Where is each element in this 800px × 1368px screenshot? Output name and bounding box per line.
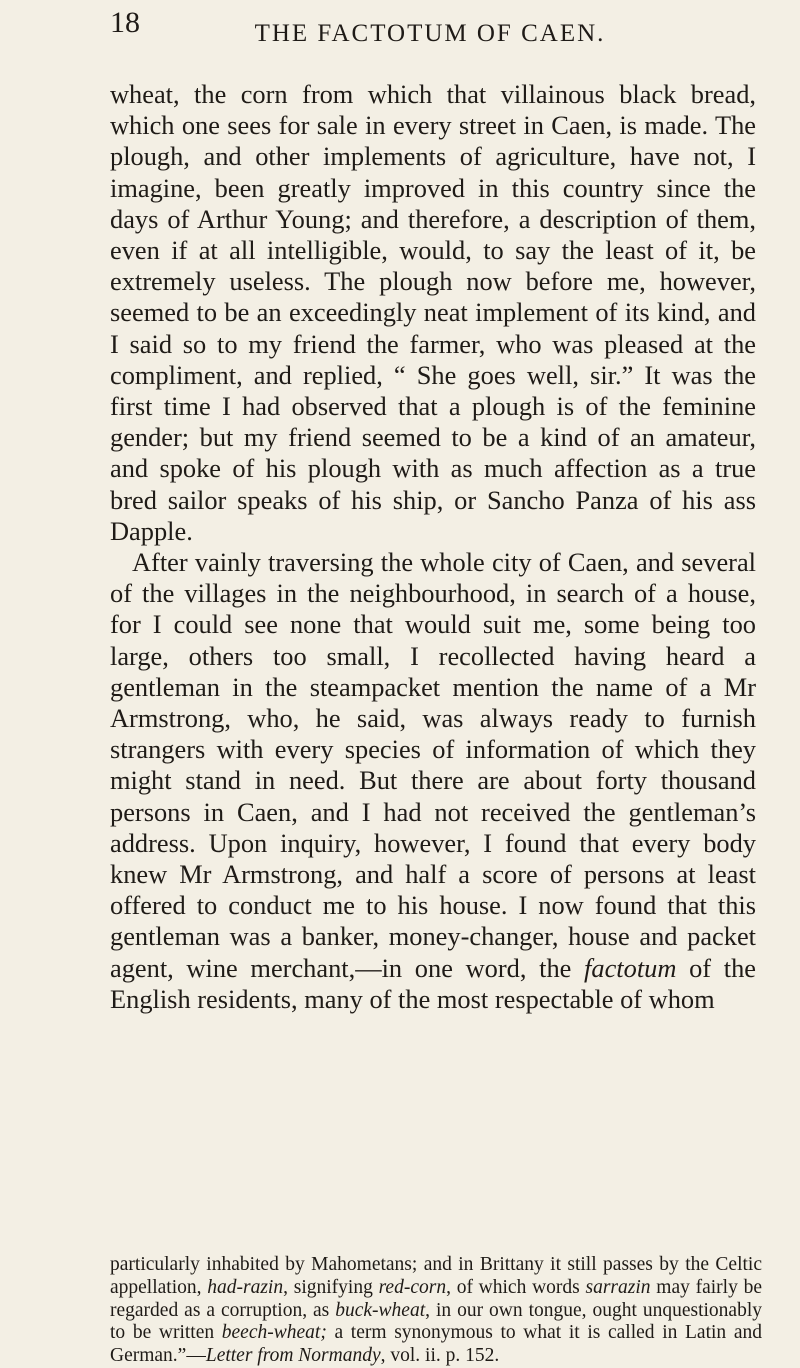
- footnote-italic: red-corn: [378, 1276, 447, 1298]
- paragraph-text: After vainly traversing the whole city of Caen, and several of the villages in the neighbourhood, in search of a house, for I could see none that would suit me, some being too large, others too small, I recollected having heard a gentleman in the steampacket mention the name of a Mr Armstrong, who, he said, was always ready to furnish strangers with every species of information of which they might stand in need. But there are about forty thousand persons in Caen, and I had not received the gentleman’s address. Upon inquiry, however, I found that every body knew Mr Armstrong, and half a score of persons at least offered to conduct me to his house. I now found that this gentleman was a banker, money-changer, house and packet agent, wine merchant,—in one word, the: [110, 547, 756, 983]
- footnote-text: may fairly be regarded as a corruption, as: [110, 1276, 762, 1321]
- paragraph: [110, 547, 756, 1015]
- footnote-italic: sarrazin: [585, 1276, 651, 1298]
- main-text: [110, 79, 756, 1015]
- paragraph: wheat, the corn from which that villainous black bread, which one sees for sale in every street in Caen, is made. The plough, and other implements of agriculture, have not, I imagine, been greatly improved in this country since the days of Arthur Young; and therefore, a description of them, even if at all intelligible, would, to say the least of it, be extremely useless. The plough now before me, however, seemed to be an exceedingly neat implement of its kind, and I said so to my friend the farmer, who was pleased at the compliment, and replied, “ She goes well, sir.” It was the first time I had observed that a plough is of the feminine gender; but my friend seemed to be a kind of an amateur, and spoke of his plough with as much affection as a true bred sailor speaks of his ship, or Sancho Panza of his ass Dapple.: [110, 79, 756, 546]
- footnote-text: , of which words: [446, 1276, 586, 1298]
- italic-word: factotum: [584, 952, 677, 983]
- footnote-text: a term synonymous to what it is called in Latin and German.”—: [110, 1322, 762, 1367]
- footnote-italic: beech-wheat;: [221, 1322, 327, 1344]
- page-number: 18: [110, 6, 140, 39]
- footnote-paragraph: [110, 1254, 762, 1368]
- footnote-text: , in our own tongue, ought unquestionably to be written: [110, 1299, 762, 1344]
- footnote-italic: had-razin: [207, 1276, 284, 1298]
- footnote-italic: buck-wheat: [335, 1299, 426, 1321]
- footnote-citation: Letter from Normandy: [205, 1345, 381, 1367]
- footnote-text: , vol. ii. p. 152.: [380, 1345, 500, 1367]
- footnote-text: particularly inhabited by Mahometans; and in Brittany it still passes by the Celtic appellation,: [110, 1254, 762, 1298]
- paragraph-text: of the English residents, many of the most respectable of whom: [110, 952, 757, 1014]
- footnote: [110, 1254, 762, 1368]
- footnote-text: , signifying: [283, 1276, 379, 1298]
- running-title: THE FACTOTUM OF CAEN.: [254, 20, 606, 47]
- page-header: [110, 6, 750, 62]
